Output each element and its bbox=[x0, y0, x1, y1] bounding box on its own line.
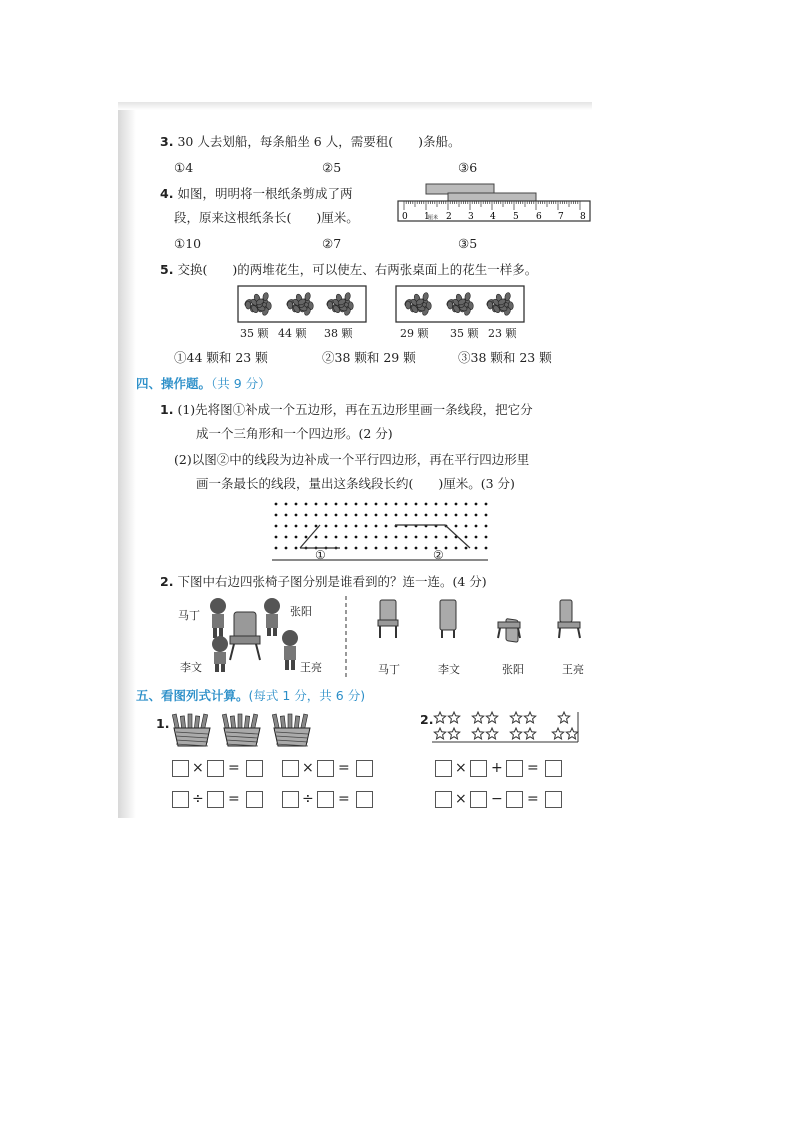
grid-dot bbox=[385, 547, 388, 550]
ruler-label-8: 8 bbox=[580, 212, 586, 222]
q5-number: 5. bbox=[160, 262, 174, 277]
grid-dot bbox=[395, 514, 398, 517]
grid-dot bbox=[415, 536, 418, 539]
grid-dot bbox=[445, 514, 448, 517]
grid-dot bbox=[465, 514, 468, 517]
grid-dot bbox=[475, 525, 478, 528]
q3-option-2[interactable]: ②5 bbox=[322, 160, 342, 175]
grid-dot bbox=[455, 525, 458, 528]
grid-dot bbox=[345, 514, 348, 517]
grid-dot bbox=[375, 503, 378, 506]
center-chair bbox=[230, 612, 260, 660]
grid-dot bbox=[485, 547, 488, 550]
eq6-minus: − bbox=[491, 791, 503, 807]
ruler-label-6: 6 bbox=[536, 212, 542, 222]
right-pile-1-label: 29 颗 bbox=[400, 327, 429, 340]
grid-dot bbox=[385, 536, 388, 539]
right-pile-2-label: 35 颗 bbox=[450, 327, 479, 340]
s4q1-part1-text-a: (1)先将图①补成一个五边形，再在五边形里画一条线段，把它分 bbox=[177, 402, 533, 417]
chair-label-4: 王亮 bbox=[562, 663, 584, 676]
kid-name-mading: 马丁 bbox=[178, 609, 200, 622]
grid-dot bbox=[395, 536, 398, 539]
eq6-times: × bbox=[455, 791, 467, 807]
ruler-numbers bbox=[402, 212, 586, 222]
eq1-equals: = bbox=[228, 760, 240, 776]
grid-dot bbox=[385, 514, 388, 517]
section-4-heading bbox=[136, 376, 271, 392]
chair-label-2: 李文 bbox=[438, 663, 460, 676]
eq1-blank-2[interactable] bbox=[207, 760, 224, 777]
q5-option-2[interactable]: ②38 颗和 29 颗 bbox=[322, 350, 416, 365]
star bbox=[524, 728, 535, 739]
eq2-blank-3[interactable] bbox=[356, 760, 373, 777]
q4-option-3[interactable]: ③5 bbox=[458, 236, 478, 251]
kid-liwen-figure bbox=[212, 636, 228, 672]
s4q1-part2-text-b: 画一条最长的线段，量出这条线段长约( )厘米。(3 分) bbox=[196, 476, 515, 491]
grid-dot bbox=[415, 547, 418, 550]
s5q1-number: 1. bbox=[156, 716, 170, 731]
grid-dot bbox=[315, 525, 318, 528]
left-pile-2-label: 44 颗 bbox=[278, 327, 307, 340]
eq4-blank-3[interactable] bbox=[356, 791, 373, 808]
grid-dot bbox=[375, 547, 378, 550]
grid-dot bbox=[435, 514, 438, 517]
kid-zhangyang-figure bbox=[264, 598, 280, 636]
ruler-label-4: 4 bbox=[490, 212, 496, 222]
q3-option-1[interactable]: ①4 bbox=[174, 160, 194, 175]
grid-dot bbox=[445, 503, 448, 506]
grid-dot bbox=[465, 503, 468, 506]
scan-edge-shadow bbox=[118, 102, 136, 818]
s4q1-number: 1. bbox=[160, 402, 174, 417]
grid-dot bbox=[455, 547, 458, 550]
eq3-blank-1[interactable] bbox=[172, 791, 189, 808]
grid-dot bbox=[465, 536, 468, 539]
section-5-heading bbox=[136, 688, 365, 704]
kid-wangliang-figure bbox=[282, 630, 298, 670]
star bbox=[434, 728, 445, 739]
eq2-blank-1[interactable] bbox=[282, 760, 299, 777]
eq6-blank-3[interactable] bbox=[506, 791, 523, 808]
star bbox=[510, 712, 521, 723]
four-chairs bbox=[374, 598, 594, 642]
chair-view-1 bbox=[378, 600, 398, 638]
eq4-blank-1[interactable] bbox=[282, 791, 299, 808]
grid-dot bbox=[405, 514, 408, 517]
eq5-blank-1[interactable] bbox=[435, 760, 452, 777]
eq3-equals: = bbox=[228, 791, 240, 807]
grid-dot bbox=[365, 547, 368, 550]
grid-dot bbox=[295, 525, 298, 528]
grid-dot bbox=[345, 547, 348, 550]
grid-dot bbox=[475, 536, 478, 539]
peanut bbox=[287, 301, 293, 309]
grid-dot bbox=[375, 536, 378, 539]
grid-dot bbox=[335, 525, 338, 528]
grid-dot bbox=[425, 514, 428, 517]
grid-dot bbox=[285, 514, 288, 517]
s4q2-number: 2. bbox=[160, 574, 174, 589]
grid-dot bbox=[355, 514, 358, 517]
grid-dot bbox=[425, 503, 428, 506]
q5-question bbox=[160, 262, 537, 278]
grid-dot bbox=[415, 514, 418, 517]
grid-dot bbox=[455, 514, 458, 517]
grid-dot bbox=[295, 536, 298, 539]
divider-dashed bbox=[344, 596, 348, 680]
grid-dot bbox=[275, 525, 278, 528]
ruler-label-0: 0 bbox=[402, 212, 408, 222]
grid-dot bbox=[305, 514, 308, 517]
grid-dot bbox=[355, 536, 358, 539]
star bbox=[472, 728, 483, 739]
grid-dot bbox=[395, 503, 398, 506]
s4q1-part2-text-a: (2)以图②中的线段为边补成一个平行四边形，再在平行四边形里 bbox=[174, 452, 530, 467]
q4-text-line2: 段，原来这根纸条长( )厘米。 bbox=[174, 210, 359, 225]
figure-2-label: ② bbox=[433, 548, 444, 562]
left-pile-1-label: 35 颗 bbox=[240, 327, 269, 340]
peanut bbox=[405, 301, 411, 309]
grid-dot bbox=[315, 536, 318, 539]
grid-dot bbox=[455, 503, 458, 506]
ruler-label-1: 1 bbox=[424, 212, 430, 222]
grid-dot bbox=[435, 536, 438, 539]
grid-dot bbox=[355, 503, 358, 506]
grid-dot bbox=[325, 503, 328, 506]
kid-mading-figure bbox=[210, 598, 226, 638]
grid-dot bbox=[365, 536, 368, 539]
dot-grid-figure bbox=[270, 500, 490, 562]
grid-dot bbox=[335, 536, 338, 539]
chair-view-3 bbox=[498, 619, 520, 643]
eq2-times: × bbox=[302, 760, 314, 776]
section-5-score: (每式 1 分，共 6 分) bbox=[248, 688, 366, 703]
q4-text-line1: 如图，明明将一根纸条剪成了两 bbox=[177, 186, 353, 201]
grid-dot bbox=[305, 536, 308, 539]
grid-dot bbox=[395, 547, 398, 550]
star bbox=[510, 728, 521, 739]
grid-dot bbox=[485, 525, 488, 528]
eq2-blank-2[interactable] bbox=[317, 760, 334, 777]
star bbox=[552, 728, 563, 739]
chair-view-4 bbox=[558, 600, 580, 638]
eq4-blank-2[interactable] bbox=[317, 791, 334, 808]
peanut bbox=[245, 301, 251, 309]
q5-text: 交换( )的两堆花生，可以使左、右两张桌面上的花生一样多。 bbox=[177, 262, 538, 277]
section-4-title: 四、操作题。 bbox=[136, 376, 212, 391]
q4-number: 4. bbox=[160, 186, 174, 201]
star bbox=[566, 728, 577, 739]
eq1-blank-3[interactable] bbox=[246, 760, 263, 777]
q3-number: 3. bbox=[160, 134, 174, 149]
grid-dot bbox=[375, 525, 378, 528]
star-group bbox=[432, 712, 578, 742]
grid-dot bbox=[385, 503, 388, 506]
star bbox=[524, 712, 535, 723]
grid-dot bbox=[345, 525, 348, 528]
q3-option-3[interactable]: ③6 bbox=[458, 160, 478, 175]
star-groups bbox=[432, 710, 582, 744]
grid-dot bbox=[285, 547, 288, 550]
eq6-blank-2[interactable] bbox=[470, 791, 487, 808]
grid-dot bbox=[385, 525, 388, 528]
q3-text: 30 人去划船，每条船坐 6 人，需要租( )条船。 bbox=[177, 134, 461, 149]
star bbox=[448, 728, 459, 739]
grid-dot bbox=[325, 525, 328, 528]
grid-dot bbox=[475, 503, 478, 506]
eq3-divide: ÷ bbox=[192, 791, 204, 807]
chair-label-3: 张阳 bbox=[502, 663, 524, 676]
grid-dot bbox=[405, 503, 408, 506]
peanut bbox=[487, 301, 493, 309]
eq1-times: × bbox=[192, 760, 204, 776]
grid-dot bbox=[315, 503, 318, 506]
grid-dot bbox=[325, 514, 328, 517]
grid-dot bbox=[425, 547, 428, 550]
q4-option-1[interactable]: ①10 bbox=[174, 236, 202, 251]
grid-dot bbox=[485, 503, 488, 506]
kid-name-zhangyang: 张阳 bbox=[290, 605, 312, 618]
grid-dot bbox=[315, 514, 318, 517]
star bbox=[434, 712, 445, 723]
grid-dot bbox=[345, 503, 348, 506]
eq5-blank-2[interactable] bbox=[470, 760, 487, 777]
grid-dot bbox=[355, 525, 358, 528]
s4q2-text: 下图中右边四张椅子图分别是谁看到的？连一连。(4 分) bbox=[177, 574, 487, 589]
paper-strip-2 bbox=[448, 193, 536, 201]
ruler-label-3: 3 bbox=[468, 212, 474, 222]
ruler-label-2: 2 bbox=[446, 212, 452, 222]
grid-dot bbox=[485, 536, 488, 539]
star bbox=[486, 712, 497, 723]
grid-dot bbox=[275, 536, 278, 539]
grid-dot bbox=[345, 536, 348, 539]
grid-dot bbox=[295, 503, 298, 506]
chair-label-1: 马丁 bbox=[378, 663, 400, 676]
s4q1-part1-text-b: 成一个三角形和一个四边形。(2 分) bbox=[196, 426, 393, 441]
eq2-equals: = bbox=[338, 760, 350, 776]
ruler-label-7: 7 bbox=[558, 212, 564, 222]
grid-dot bbox=[305, 525, 308, 528]
grid-dot bbox=[435, 503, 438, 506]
eq5-times: × bbox=[455, 760, 467, 776]
section-4-score: （共 9 分） bbox=[211, 376, 271, 391]
grid-dot bbox=[425, 536, 428, 539]
scan-top-shadow bbox=[118, 102, 592, 110]
q4-question bbox=[160, 186, 352, 202]
eq1-blank-1[interactable] bbox=[172, 760, 189, 777]
grid-dot bbox=[325, 536, 328, 539]
grid-dot bbox=[295, 547, 298, 550]
ruler-unit: 厘米 bbox=[428, 215, 439, 221]
s4q2-question bbox=[160, 574, 487, 590]
grid-dot bbox=[445, 547, 448, 550]
eq5-blank-4[interactable] bbox=[545, 760, 562, 777]
grid-dot bbox=[365, 514, 368, 517]
grid-dot bbox=[275, 514, 278, 517]
pencil-cups bbox=[168, 710, 314, 748]
grid-dot bbox=[405, 547, 408, 550]
eq5-equals: = bbox=[527, 760, 539, 776]
eq4-equals: = bbox=[338, 791, 350, 807]
left-pile-3-label: 38 颗 bbox=[324, 327, 353, 340]
eq3-blank-2[interactable] bbox=[207, 791, 224, 808]
right-pile-3-label: 23 颗 bbox=[488, 327, 517, 340]
dot-grid bbox=[275, 503, 488, 550]
s5q2-number: 2. bbox=[420, 712, 434, 727]
q5-option-1[interactable]: ①44 颗和 23 颗 bbox=[174, 350, 268, 365]
grid-dot bbox=[445, 536, 448, 539]
grid-dot bbox=[285, 503, 288, 506]
grid-dot bbox=[475, 547, 478, 550]
grid-dot bbox=[475, 514, 478, 517]
grid-dot bbox=[275, 547, 278, 550]
grid-dot bbox=[415, 503, 418, 506]
q5-option-3[interactable]: ③38 颗和 23 颗 bbox=[458, 350, 552, 365]
grid-dot bbox=[355, 547, 358, 550]
eq3-blank-3[interactable] bbox=[246, 791, 263, 808]
section-5-title: 五、看图列式计算。 bbox=[136, 688, 249, 703]
star bbox=[558, 712, 569, 723]
eq4-divide: ÷ bbox=[302, 791, 314, 807]
kid-name-liwen: 李文 bbox=[180, 661, 202, 674]
grid-dot bbox=[335, 503, 338, 506]
ruler-figure bbox=[396, 182, 592, 224]
star bbox=[486, 728, 497, 739]
grid-dot bbox=[305, 503, 308, 506]
s4q1-part1-line1 bbox=[160, 402, 533, 418]
grid-dot bbox=[275, 503, 278, 506]
grid-dot bbox=[335, 514, 338, 517]
figure-1-label: ① bbox=[315, 548, 326, 562]
grid-dot bbox=[285, 525, 288, 528]
grid-dot bbox=[365, 503, 368, 506]
kid-name-wangliang: 王亮 bbox=[300, 661, 322, 674]
ruler-label-5: 5 bbox=[513, 212, 519, 222]
pencil-cup-group bbox=[172, 714, 310, 746]
grid-dot bbox=[285, 536, 288, 539]
eq6-blank-4[interactable] bbox=[545, 791, 562, 808]
star bbox=[472, 712, 483, 723]
grid-dot bbox=[375, 514, 378, 517]
grid-dot bbox=[485, 514, 488, 517]
peanut-tables bbox=[236, 285, 532, 325]
eq6-equals: = bbox=[527, 791, 539, 807]
peanut bbox=[327, 301, 333, 309]
star bbox=[448, 712, 459, 723]
q3-question bbox=[160, 134, 460, 150]
grid-dot bbox=[465, 547, 468, 550]
chair-view-2 bbox=[440, 600, 456, 638]
eq5-blank-3[interactable] bbox=[506, 760, 523, 777]
peanut bbox=[447, 301, 453, 309]
eq5-plus: + bbox=[491, 760, 503, 776]
eq6-blank-1[interactable] bbox=[435, 791, 452, 808]
grid-dot bbox=[295, 514, 298, 517]
grid-dot bbox=[465, 525, 468, 528]
q4-option-2[interactable]: ②7 bbox=[322, 236, 342, 251]
grid-dot bbox=[405, 536, 408, 539]
grid-dot bbox=[365, 525, 368, 528]
